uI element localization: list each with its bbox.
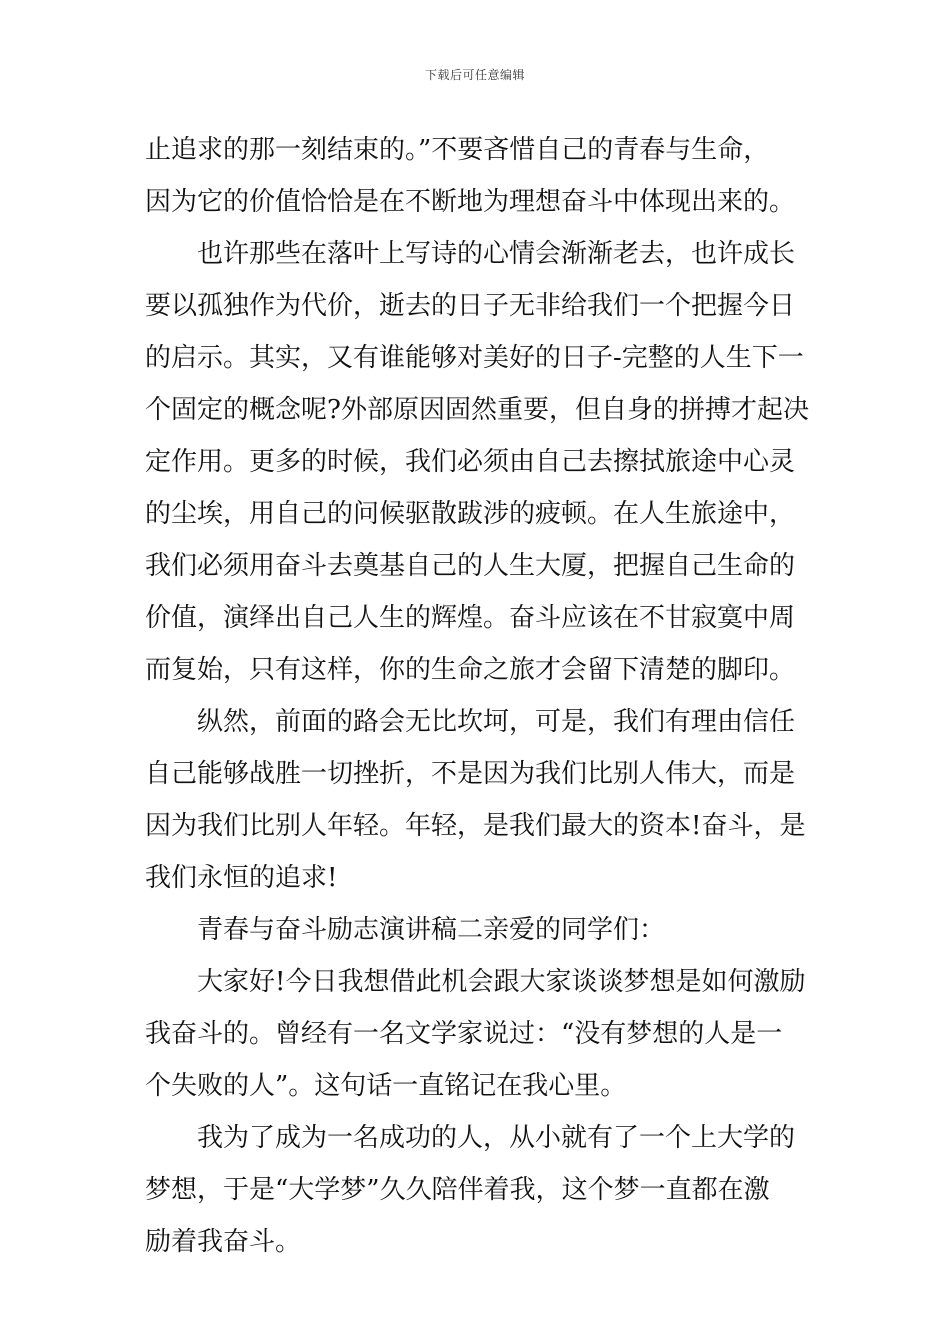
paragraph-first-line: 纵然，前面的路会无比坎坷，可是，我们有理由信任	[197, 707, 796, 737]
text-line: 励着我奋斗。	[145, 1227, 302, 1257]
paragraph-first-line: 大家好!今日我想借此机会跟大家谈谈梦想是如何激励	[197, 967, 806, 997]
text-line: 我们永恒的追求!	[145, 863, 338, 893]
text-line: 定作用。更多的时候，我们必须由自己去擦拭旅途中心灵	[145, 447, 796, 477]
paragraph-first-line: 我为了成为一名成功的人，从小就有了一个上大学的	[197, 1123, 796, 1153]
text-line: 自己能够战胜一切挫折，不是因为我们比别人伟大，而是	[145, 759, 796, 789]
text-line: 止追求的那一刻结束的。”不要吝惜自己的青春与生命，	[145, 135, 770, 165]
paragraph-first-line: 青春与奋斗励志演讲稿二亲爱的同学们：	[197, 915, 666, 945]
text-line: 的尘埃，用自己的问候驱散跋涉的疲顿。在人生旅途中，	[145, 499, 796, 529]
text-line: 因为我们比别人年轻。年轻，是我们最大的资本!奋斗，是	[145, 811, 806, 841]
text-line: 要以孤独作为代价，逝去的日子无非给我们一个把握今日	[145, 291, 796, 321]
page-header-note: 下载后可任意编辑	[424, 68, 525, 82]
text-line: 而复始，只有这样，你的生命之旅才会留下清楚的脚印。	[145, 655, 796, 685]
text-line: 我奋斗的。曾经有一名文学家说过：“没有梦想的人是一	[145, 1019, 783, 1049]
document-body	[145, 124, 810, 1268]
text-line: 个失败的人”。这句话一直铭记在我心里。	[145, 1071, 627, 1101]
text-line: 的启示。其实，又有谁能够对美好的日子-完整的人生下一	[145, 343, 804, 373]
text-line: 我们必须用奋斗去奠基自己的人生大厦，把握自己生命的	[145, 551, 796, 581]
text-line: 个固定的概念呢?外部原因固然重要，但自身的拼搏才起决	[145, 395, 809, 425]
paragraph-first-line: 也许那些在落叶上写诗的心情会渐渐老去，也许成长	[197, 239, 796, 269]
text-line: 价值，演绎出自己人生的辉煌。奋斗应该在不甘寂寞中周	[145, 603, 796, 633]
text-line: 因为它的价值恰恰是在不断地为理想奋斗中体现出来的。	[145, 187, 796, 217]
text-line: 梦想，于是“大学梦”久久陪伴着我，这个梦一直都在激	[145, 1175, 770, 1205]
